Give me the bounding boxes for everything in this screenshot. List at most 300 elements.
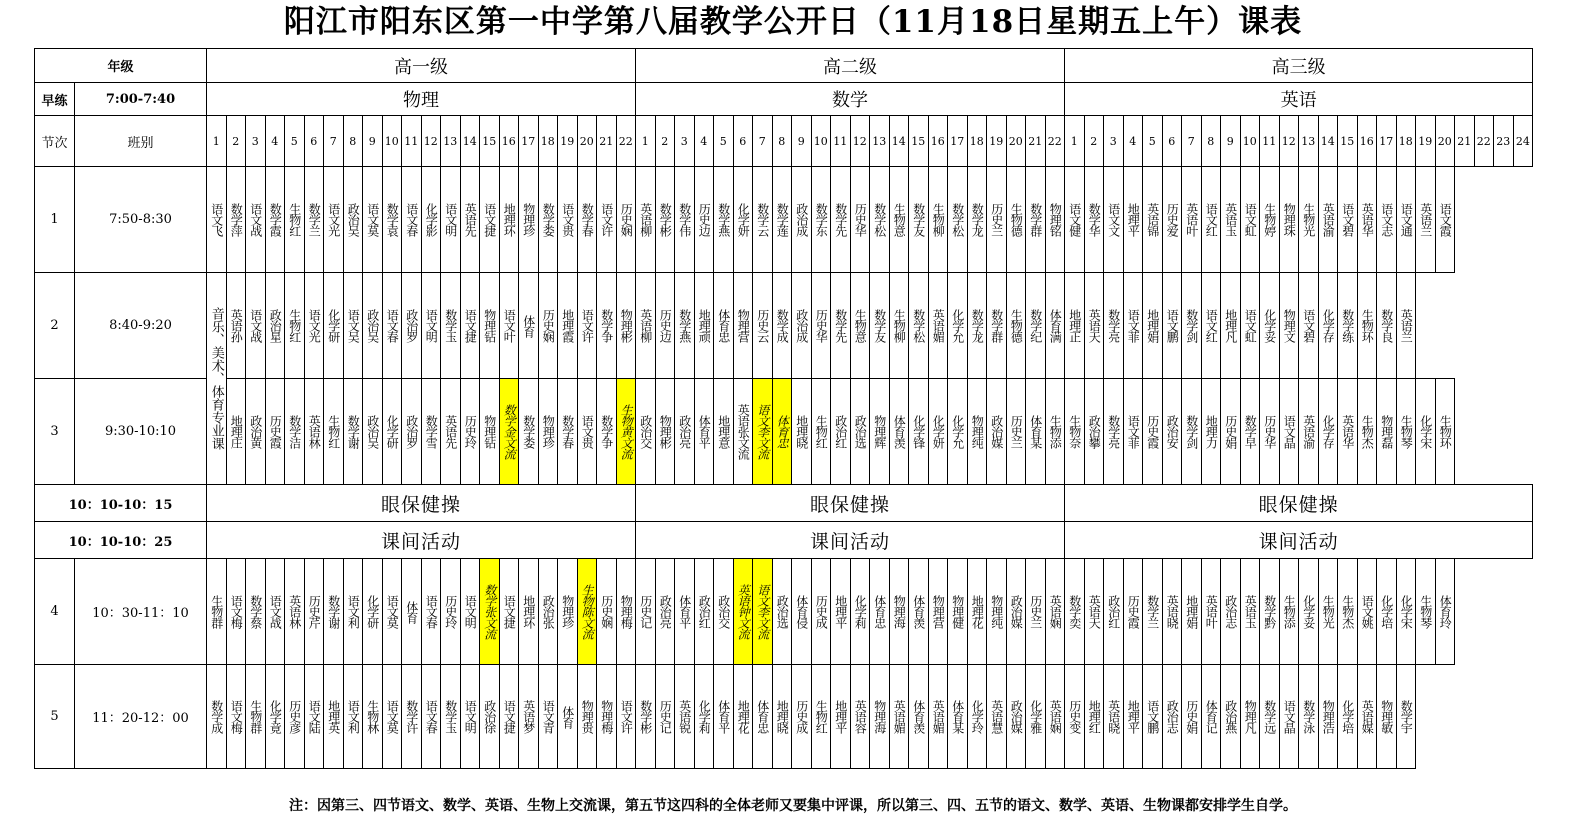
- schedule-cell: 数学玉: [441, 273, 461, 379]
- class-number: 16: [499, 116, 519, 167]
- early-subject: 数学: [636, 83, 1065, 116]
- schedule-cell: 政治选: [772, 559, 792, 665]
- schedule-cell: 语文利: [343, 665, 363, 769]
- schedule-cell: 生物红: [811, 665, 831, 769]
- class-number: 6: [304, 116, 324, 167]
- schedule-cell: 历史娴: [616, 167, 636, 273]
- schedule-cell: 数学蔡: [246, 559, 266, 665]
- schedule-cell: 语文菲: [1123, 273, 1143, 379]
- schedule-cell: 数学彬: [636, 665, 656, 769]
- schedule-cell: 语文莫: [382, 559, 402, 665]
- schedule-cell: 语文战: [246, 167, 266, 273]
- schedule-cell: 数学兰: [1143, 559, 1163, 665]
- schedule-cell: 英语晓: [1162, 559, 1182, 665]
- class-number: 5: [714, 116, 734, 167]
- schedule-cell: 生物群: [207, 559, 227, 665]
- period-header: 节次: [35, 116, 75, 167]
- schedule-cell: 地理晓: [792, 379, 812, 485]
- schedule-cell: 英语媒: [1357, 665, 1377, 769]
- schedule-cell: 数学争: [597, 379, 617, 485]
- period-time: 10：30-11：10: [75, 559, 207, 665]
- schedule-cell: 地理平: [1123, 665, 1143, 769]
- class-number: 3: [246, 116, 266, 167]
- early-label: 早练: [35, 83, 75, 116]
- schedule-cell: 生物红: [324, 379, 344, 485]
- schedule-cell: 语文光: [304, 273, 324, 379]
- schedule-cell: 历史爱: [1162, 167, 1182, 273]
- schedule-cell: 数学先: [831, 167, 851, 273]
- schedule-cell: 生物环: [1435, 379, 1455, 485]
- schedule-cell: 数学友: [870, 273, 890, 379]
- class-number: 2: [226, 116, 246, 167]
- class-number: 19: [1416, 116, 1436, 167]
- schedule-cell: 物理纯: [987, 559, 1007, 665]
- schedule-cell: 政治志: [1221, 559, 1241, 665]
- schedule-cell: 化学锋: [909, 379, 929, 485]
- schedule-cell: 数学松: [909, 273, 929, 379]
- break-label: 眼保健操: [1065, 485, 1533, 522]
- class-number: 14: [460, 116, 480, 167]
- schedule-cell: 历史华: [850, 167, 870, 273]
- schedule-cell: 数学争: [597, 273, 617, 379]
- schedule-cell: 语文梅: [226, 665, 246, 769]
- schedule-cell: 语文姚: [1357, 559, 1377, 665]
- schedule-cell: 地理顽: [694, 273, 714, 379]
- schedule-cell: 生物意: [889, 167, 909, 273]
- schedule-cell: 化学雅: [1026, 665, 1046, 769]
- schedule-cell: 生物琴: [1396, 379, 1416, 485]
- schedule-cell: 历史娟: [1221, 379, 1241, 485]
- schedule-cell: 政治红: [1104, 559, 1124, 665]
- schedule-cell: 政治志: [1162, 665, 1182, 769]
- schedule-cell: 物理珠: [1279, 167, 1299, 273]
- class-number: 1: [636, 116, 656, 167]
- class-number: 9: [1221, 116, 1241, 167]
- schedule-cell: 历史华: [811, 273, 831, 379]
- schedule-cell: 政治吴: [363, 273, 383, 379]
- schedule-cell: 化学研: [324, 273, 344, 379]
- schedule-cell: 政治星: [265, 273, 285, 379]
- schedule-cell: 化学影: [421, 167, 441, 273]
- table-row: [35, 485, 1533, 522]
- schedule-cell: 地理平: [831, 665, 851, 769]
- schedule-cell: 政治攀: [1084, 379, 1104, 485]
- schedule-cell: 数学亮: [1104, 379, 1124, 485]
- class-number: 13: [441, 116, 461, 167]
- schedule-cell: 地理正: [1065, 273, 1085, 379]
- schedule-cell: 生物添: [1045, 379, 1065, 485]
- schedule-cell: 历史华: [1260, 379, 1280, 485]
- class-number: 21: [1026, 116, 1046, 167]
- schedule-cell: 英语娴: [1045, 559, 1065, 665]
- class-number: 6: [1162, 116, 1182, 167]
- schedule-cell: 物理敏: [1377, 665, 1397, 769]
- schedule-cell: 生物柳: [889, 273, 909, 379]
- schedule-cell: 语文明: [460, 665, 480, 769]
- schedule-cell: 生物红: [285, 273, 305, 379]
- schedule-cell: 政治吴: [363, 379, 383, 485]
- schedule-cell: 化学研: [363, 559, 383, 665]
- schedule-cell: 化学玲: [967, 665, 987, 769]
- schedule-cell: 数学远: [1260, 665, 1280, 769]
- schedule-cell: 英语媚: [889, 665, 909, 769]
- class-number: 21: [1455, 116, 1475, 167]
- schedule-cell: 生物光: [1318, 559, 1338, 665]
- schedule-cell: 地理娟: [1143, 273, 1163, 379]
- schedule-cell: 数学练: [1338, 273, 1358, 379]
- table-row: [35, 522, 1533, 559]
- schedule-cell: 英语钟文流: [733, 559, 753, 665]
- class-number: 20: [1006, 116, 1026, 167]
- class-number: 11: [1260, 116, 1280, 167]
- schedule-cell: 数学友: [909, 167, 929, 273]
- schedule-cell: 历史记: [636, 559, 656, 665]
- schedule-cell: 物理珍: [558, 559, 578, 665]
- schedule-cell: 数学洁: [285, 379, 305, 485]
- schedule-cell: 历史娟: [1182, 665, 1202, 769]
- schedule-cell: 语文陆: [304, 665, 324, 769]
- schedule-cell: 英语柳: [636, 167, 656, 273]
- period-time: 11：20-12：00: [75, 665, 207, 769]
- class-number: 3: [1104, 116, 1124, 167]
- class-number: 1: [207, 116, 227, 167]
- schedule-cell: 生物环: [1357, 273, 1377, 379]
- schedule-cell: 化学研: [382, 379, 402, 485]
- class-number: 5: [285, 116, 305, 167]
- schedule-cell: 体育忠: [753, 665, 773, 769]
- schedule-cell: 历史成: [792, 665, 812, 769]
- schedule-cell: 数学谢: [343, 379, 363, 485]
- class-number: 16: [1357, 116, 1377, 167]
- schedule-cell: 语文明: [460, 559, 480, 665]
- schedule-cell: 地理凡: [1221, 273, 1241, 379]
- schedule-cell: 数学娄: [538, 167, 558, 273]
- schedule-cell: 地理英: [324, 665, 344, 769]
- class-number: 16: [928, 116, 948, 167]
- merged-special-course: 音乐、美术、体育专业课: [207, 273, 227, 485]
- schedule-cell: 数学彬: [655, 167, 675, 273]
- schedule-cell: 语文捷: [460, 273, 480, 379]
- schedule-cell: 生物陈文流: [577, 559, 597, 665]
- schedule-cell: 数学龙: [967, 167, 987, 273]
- class-number: 4: [1123, 116, 1143, 167]
- schedule-cell: 数学亮: [1104, 273, 1124, 379]
- schedule-cell: 语文战: [265, 559, 285, 665]
- schedule-cell: 英语梦: [519, 665, 539, 769]
- class-number: 8: [772, 116, 792, 167]
- schedule-cell: 历史娴: [538, 273, 558, 379]
- schedule-cell: 物理珍: [538, 379, 558, 485]
- schedule-cell: 历史兰: [987, 167, 1007, 273]
- schedule-cell: 历史记: [655, 665, 675, 769]
- schedule-cell: 政治成: [792, 167, 812, 273]
- schedule-cell: 地理霞: [558, 273, 578, 379]
- schedule-cell: 历史娴: [597, 559, 617, 665]
- schedule-cell: 语文青: [538, 665, 558, 769]
- schedule-cell: 数学雪: [421, 379, 441, 485]
- schedule-cell: 体育: [558, 665, 578, 769]
- schedule-cell: 物理海: [889, 559, 909, 665]
- schedule-cell: 语文春: [402, 167, 422, 273]
- schedule-cell: 地理红: [1084, 665, 1104, 769]
- schedule-cell: 数学泳: [1299, 665, 1319, 769]
- schedule-cell: 语文春: [382, 273, 402, 379]
- break-label: 课间活动: [636, 522, 1065, 559]
- class-number: 11: [831, 116, 851, 167]
- schedule-cell: 历史边: [694, 167, 714, 273]
- schedule-cell: 历史玲: [441, 559, 461, 665]
- schedule-cell: 生物群: [246, 665, 266, 769]
- schedule-cell: 数学娄: [519, 379, 539, 485]
- schedule-cell: 体育平: [694, 379, 714, 485]
- schedule-cell: 英语柳: [636, 273, 656, 379]
- schedule-cell: 物理珍: [519, 167, 539, 273]
- schedule-cell: 语文许: [577, 273, 597, 379]
- schedule-cell: 语文战: [246, 273, 266, 379]
- schedule-cell: 历史边: [655, 273, 675, 379]
- schedule-cell: 数学萍: [226, 167, 246, 273]
- schedule-cell: 化学允: [948, 273, 968, 379]
- schedule-cell: 物理健: [948, 559, 968, 665]
- schedule-cell: 数学谢: [324, 559, 344, 665]
- schedule-cell: 数学成: [207, 665, 227, 769]
- schedule-cell: 数学张文流: [480, 559, 500, 665]
- grade-name: 高三级: [1065, 49, 1533, 83]
- class-number: 17: [948, 116, 968, 167]
- class-number: 9: [792, 116, 812, 167]
- schedule-cell: 语文文: [1104, 167, 1124, 273]
- schedule-cell: 数学良: [1377, 273, 1397, 379]
- schedule-cell: 生物德: [1006, 167, 1026, 273]
- break-time: 10：10-10：25: [35, 522, 207, 559]
- class-number: 8: [1201, 116, 1221, 167]
- class-number: 17: [1377, 116, 1397, 167]
- period-time: 8:40-9:20: [75, 273, 207, 379]
- schedule-cell: 语文许: [616, 665, 636, 769]
- schedule-cell: 政治媒: [1006, 559, 1026, 665]
- schedule-cell: 数学许: [402, 665, 422, 769]
- class-number: 18: [538, 116, 558, 167]
- class-number: 14: [889, 116, 909, 167]
- schedule-cell: 数学云: [753, 167, 773, 273]
- schedule-cell: 语文霞: [1435, 167, 1455, 273]
- schedule-cell: 政治徐: [480, 665, 500, 769]
- table-row: [35, 273, 1533, 379]
- period-time: 9:30-10:10: [75, 379, 207, 485]
- schedule-cell: 英语天: [1084, 559, 1104, 665]
- class-number: 7: [1182, 116, 1202, 167]
- schedule-cell: 语文春: [421, 559, 441, 665]
- class-number: 14: [1318, 116, 1338, 167]
- schedule-cell: 物理贵: [577, 665, 597, 769]
- schedule-cell: 数学先: [831, 273, 851, 379]
- schedule-cell: 政治选: [850, 379, 870, 485]
- schedule-cell: 体育记: [1201, 665, 1221, 769]
- schedule-cell: 物理凡: [1240, 665, 1260, 769]
- period-number: 5: [35, 665, 75, 769]
- class-number: 20: [577, 116, 597, 167]
- grade-name: 高一级: [207, 49, 636, 83]
- schedule-cell: 英语华: [1338, 379, 1358, 485]
- schedule-cell: 英语先: [460, 167, 480, 273]
- schedule-cell: 政治交: [636, 379, 656, 485]
- schedule-cell: 数学剑: [1182, 379, 1202, 485]
- class-number: 4: [694, 116, 714, 167]
- break-label: 课间活动: [207, 522, 636, 559]
- schedule-cell: 语文健: [1065, 167, 1085, 273]
- schedule-cell: 英语晓: [1104, 665, 1124, 769]
- table-row: [35, 83, 1533, 116]
- schedule-cell: 体育忠: [714, 273, 734, 379]
- class-number: 18: [967, 116, 987, 167]
- schedule-cell: 语文梅: [226, 559, 246, 665]
- class-number: 6: [733, 116, 753, 167]
- class-number: 19: [987, 116, 1007, 167]
- schedule-cell: 语文捷: [499, 665, 519, 769]
- schedule-cell: 数学黔: [1260, 559, 1280, 665]
- class-header: 班别: [75, 116, 207, 167]
- schedule-cell: 数学成: [772, 273, 792, 379]
- class-number: 7: [753, 116, 773, 167]
- schedule-cell: 数学霞: [265, 167, 285, 273]
- schedule-cell: 化学莉: [850, 559, 870, 665]
- schedule-cell: 生物琴: [1416, 559, 1436, 665]
- footnote: 注：因第三、四节语文、数学、英语、生物上交流课，第五节这四科的全体老师又要集中评课，所以第三、四、五节的语文、数学、英语、生物课都安排学生自学。: [289, 798, 1297, 814]
- schedule-cell: 物理彬: [655, 379, 675, 485]
- schedule-cell: 地理花: [967, 559, 987, 665]
- class-number: 23: [1494, 116, 1514, 167]
- schedule-cell: 语文晶: [1279, 665, 1299, 769]
- schedule-cell: 生物黄文流: [616, 379, 636, 485]
- class-number: 15: [909, 116, 929, 167]
- schedule-cell: 英语容: [850, 665, 870, 769]
- schedule-cell: 化学竟: [265, 665, 285, 769]
- schedule-cell: 英语媚: [928, 665, 948, 769]
- class-number: 10: [811, 116, 831, 167]
- break-label: 眼保健操: [636, 485, 1065, 522]
- schedule-cell: 英语天: [1084, 273, 1104, 379]
- schedule-cell: 英语慧: [987, 665, 1007, 769]
- schedule-cell: 政治燕: [1221, 665, 1241, 769]
- schedule-cell: 语文捷: [499, 559, 519, 665]
- schedule-cell: 体育羡: [909, 665, 929, 769]
- schedule-cell: 英语兰: [1396, 273, 1416, 379]
- class-number: 9: [363, 116, 383, 167]
- schedule-cell: 物理钻: [480, 379, 500, 485]
- class-number: 1: [1065, 116, 1085, 167]
- schedule-cell: 语文明: [441, 167, 461, 273]
- schedule-cell: 语文叶: [499, 273, 519, 379]
- schedule-cell: 英语先: [441, 379, 461, 485]
- class-number: 11: [402, 116, 422, 167]
- schedule-cell: 数学东: [811, 167, 831, 273]
- schedule-cell: 地理庄: [226, 379, 246, 485]
- schedule-cell: 生物婷: [1260, 167, 1280, 273]
- schedule-cell: 物理磊: [1377, 379, 1397, 485]
- schedule-cell: 历史霞: [1143, 379, 1163, 485]
- schedule-cell: 语文光: [324, 167, 344, 273]
- schedule-cell: 化学允: [948, 379, 968, 485]
- schedule-cell: 生物添: [1279, 559, 1299, 665]
- schedule-cell: 英语锐: [675, 665, 695, 769]
- schedule-cell: 英语张文流: [733, 379, 753, 485]
- schedule-cell: 数学群: [987, 273, 1007, 379]
- schedule-cell: 语文碧: [1299, 273, 1319, 379]
- period-number: 1: [35, 167, 75, 273]
- table-row: [35, 379, 1533, 485]
- schedule-cell: 语文虹: [1240, 167, 1260, 273]
- table-row: [35, 49, 1533, 83]
- schedule-cell: 生物德: [1006, 273, 1026, 379]
- schedule-cell: 政治媒: [1006, 665, 1026, 769]
- class-number: 21: [597, 116, 617, 167]
- schedule-cell: 生物意: [850, 273, 870, 379]
- schedule-cell: 物理辉: [870, 379, 890, 485]
- schedule-cell: 物理浩: [1318, 665, 1338, 769]
- schedule-cell: 语文许: [597, 167, 617, 273]
- schedule-cell: 化学妥: [1299, 559, 1319, 665]
- class-number: 15: [480, 116, 500, 167]
- schedule-cell: 语文春: [421, 665, 441, 769]
- class-number: 18: [1396, 116, 1416, 167]
- schedule-cell: 语文明: [421, 273, 441, 379]
- schedule-cell: 数学莲: [772, 167, 792, 273]
- class-number: 15: [1338, 116, 1358, 167]
- class-number: 17: [519, 116, 539, 167]
- schedule-cell: 体育某: [948, 665, 968, 769]
- schedule-cell: 英语兰: [1416, 167, 1436, 273]
- schedule-cell: 历史云: [753, 273, 773, 379]
- schedule-cell: 数学燕: [714, 167, 734, 273]
- schedule-cell: 语文碧: [1338, 167, 1358, 273]
- schedule-cell: 体育: [519, 273, 539, 379]
- schedule-cell: 体育羡: [909, 559, 929, 665]
- schedule-cell: 物理梅: [616, 559, 636, 665]
- schedule-cell: 化学妥: [1260, 273, 1280, 379]
- schedule-cell: 数学金文流: [499, 379, 519, 485]
- schedule-cell: 政治安: [1162, 379, 1182, 485]
- schedule-cell: 生物红: [285, 167, 305, 273]
- schedule-cell: 语文李文流: [753, 379, 773, 485]
- schedule-cell: 数学松: [870, 167, 890, 273]
- early-subject: 英语: [1065, 83, 1533, 116]
- schedule-cell: 语文贵: [558, 167, 578, 273]
- schedule-cell: 政治红: [831, 379, 851, 485]
- schedule-cell: 政治罗: [402, 379, 422, 485]
- schedule-cell: 物理纯: [967, 379, 987, 485]
- schedule-cell: 数学兰: [304, 167, 324, 273]
- table-row: [35, 116, 1533, 167]
- schedule-cell: 数学燕: [675, 273, 695, 379]
- schedule-cell: 英语孙: [226, 273, 246, 379]
- schedule-cell: 政治张: [538, 559, 558, 665]
- class-number: 10: [382, 116, 402, 167]
- class-number: 19: [558, 116, 578, 167]
- timetable: [34, 48, 1533, 769]
- schedule-cell: 英语渝: [1299, 379, 1319, 485]
- schedule-cell: 物理营: [928, 559, 948, 665]
- page-title: 阳江市阳东区第一中学第八届教学公开日（11月18日星期五上午）课表: [283, 4, 1303, 40]
- schedule-cell: 语文菲: [1123, 379, 1143, 485]
- schedule-cell: 语文晶: [1279, 379, 1299, 485]
- schedule-cell: 体育平: [675, 559, 695, 665]
- schedule-cell: 历史兰: [1026, 559, 1046, 665]
- schedule-cell: 化学存: [1318, 379, 1338, 485]
- break-time: 10：10-10：15: [35, 485, 207, 522]
- schedule-cell: 语文鹏: [1143, 665, 1163, 769]
- schedule-cell: 体育满: [1045, 273, 1065, 379]
- schedule-cell: 历史玲: [460, 379, 480, 485]
